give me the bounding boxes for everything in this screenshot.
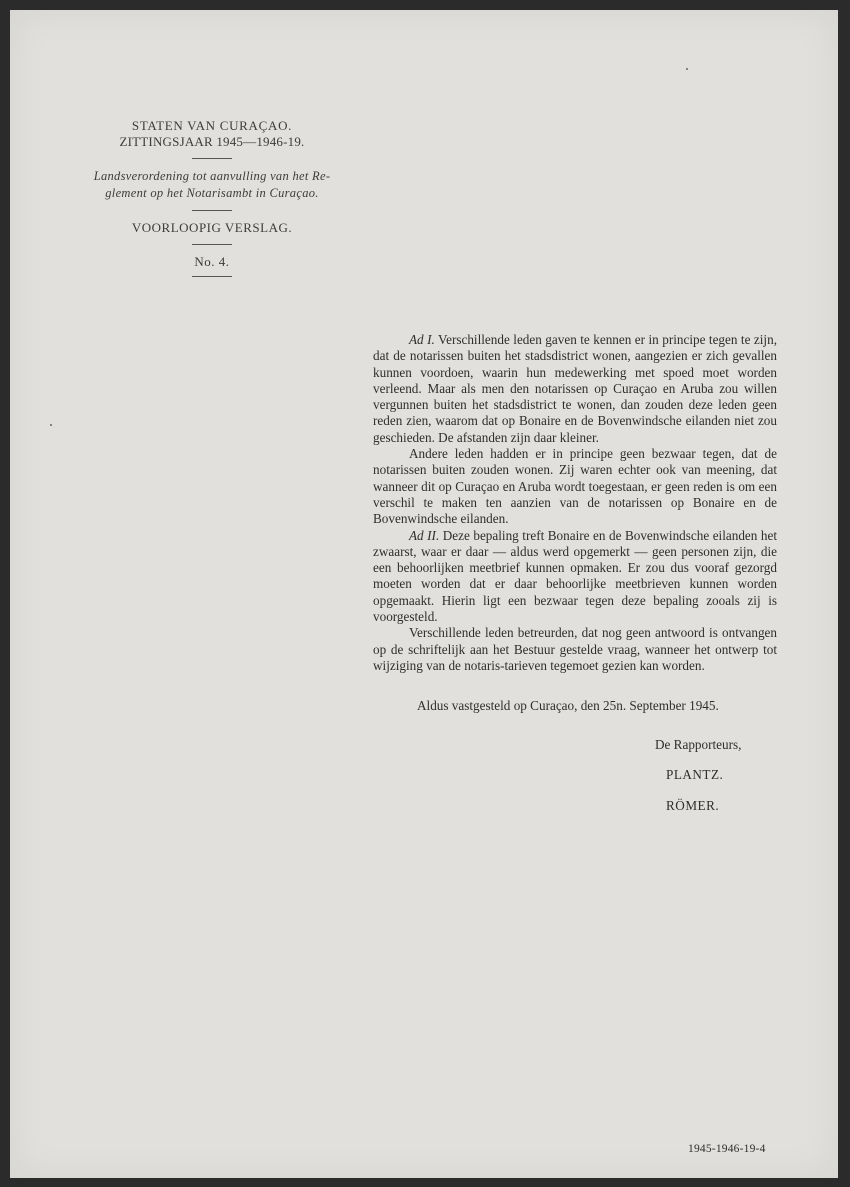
header-divider — [192, 158, 232, 159]
paragraph-label: Ad I. — [409, 332, 435, 347]
paragraph-text: Verschillende leden gaven te kennen er in principe tegen te zijn, dat de notarissen buiten het stadsdistrict wonen, aangezien er zich gevallen kunnen voordoen, waarin hun medewerking met spoed moet worden verleend. Maar als men den notarissen op Curaçao en Aruba zou willen vergunnen buiten het stadsdistrict te wonen, dan zouden deze leden geen reden zien, waarom dat op Bonaire en de Bovenwindsche eilanden niet zou geschieden. De afstanden zijn daar kleiner. — [373, 332, 777, 445]
document-header — [50, 118, 374, 283]
signatory-name: PLANTZ. — [666, 767, 724, 782]
paragraph-text: Andere leden hadden er in principe geen bezwaar tegen, dat de notarissen buiten zouden wonen. Zij waren echter ook van meening, dat wanneer dit op Curaçao en Aruba wordt toegestaan, er geen reden is om een verschil te maken ten aanzien van de notarissen op Bonaire en de Bovenwindsche eilanden. — [373, 446, 777, 527]
header-description-line1: Landsverordening tot aanvulling van het Re- — [93, 169, 331, 183]
paragraph-ad-ii — [373, 528, 777, 626]
paragraph-ad-i — [373, 332, 777, 446]
header-divider — [192, 210, 232, 211]
signatory-name: RÖMER. — [666, 798, 720, 813]
report-body — [373, 332, 777, 674]
header-description-line2: glement op het Notarisambt in Curaçao. — [105, 186, 319, 200]
document-code: 1945-1946-19-4 — [688, 1143, 766, 1155]
header-title: STATEN VAN CURAÇAO. — [131, 118, 293, 133]
document-page — [10, 10, 838, 1178]
paper-speck — [686, 68, 688, 70]
rapporteurs-label: De Rapporteurs, — [655, 737, 742, 752]
header-divider — [192, 276, 232, 277]
paper-speck — [50, 424, 52, 426]
header-session: ZITTINGSJAAR 1945—1946-19. — [119, 134, 305, 149]
report-type: VOORLOOPIG VERSLAG. — [131, 220, 293, 235]
report-number: No. 4. — [194, 254, 230, 269]
paragraph — [373, 446, 777, 527]
paragraph-label: Ad II. — [409, 527, 440, 543]
header-divider — [192, 244, 232, 245]
paragraph — [373, 625, 777, 674]
paragraph-text: Verschillende leden betreurden, dat nog geen antwoord is ontvangen op de schriftelijk aan het Bestuur gestelde vraag, wanneer het ontwerp tot wijziging van de notaris-tarieven tegemoet gezien kan worden. — [373, 625, 777, 673]
closing-date-line: Aldus vastgesteld op Curaçao, den 25n. September 1945. — [417, 698, 719, 713]
paragraph-text: Deze bepaling treft Bonaire en de Bovenwindsche eilanden het zwaarst, waar er daar — aldus werd opgemerkt — geen personen zijn, die een behoorlijken meetbrief kunnen opmaken. Er zou dus vooraf gezorgd moeten worden dat er daar behoorlijke meetbrieven kunnen worden opgemaakt. Hierin ligt een bezwaar tegen deze bepaling zooals zij is voorgesteld. — [373, 527, 777, 625]
